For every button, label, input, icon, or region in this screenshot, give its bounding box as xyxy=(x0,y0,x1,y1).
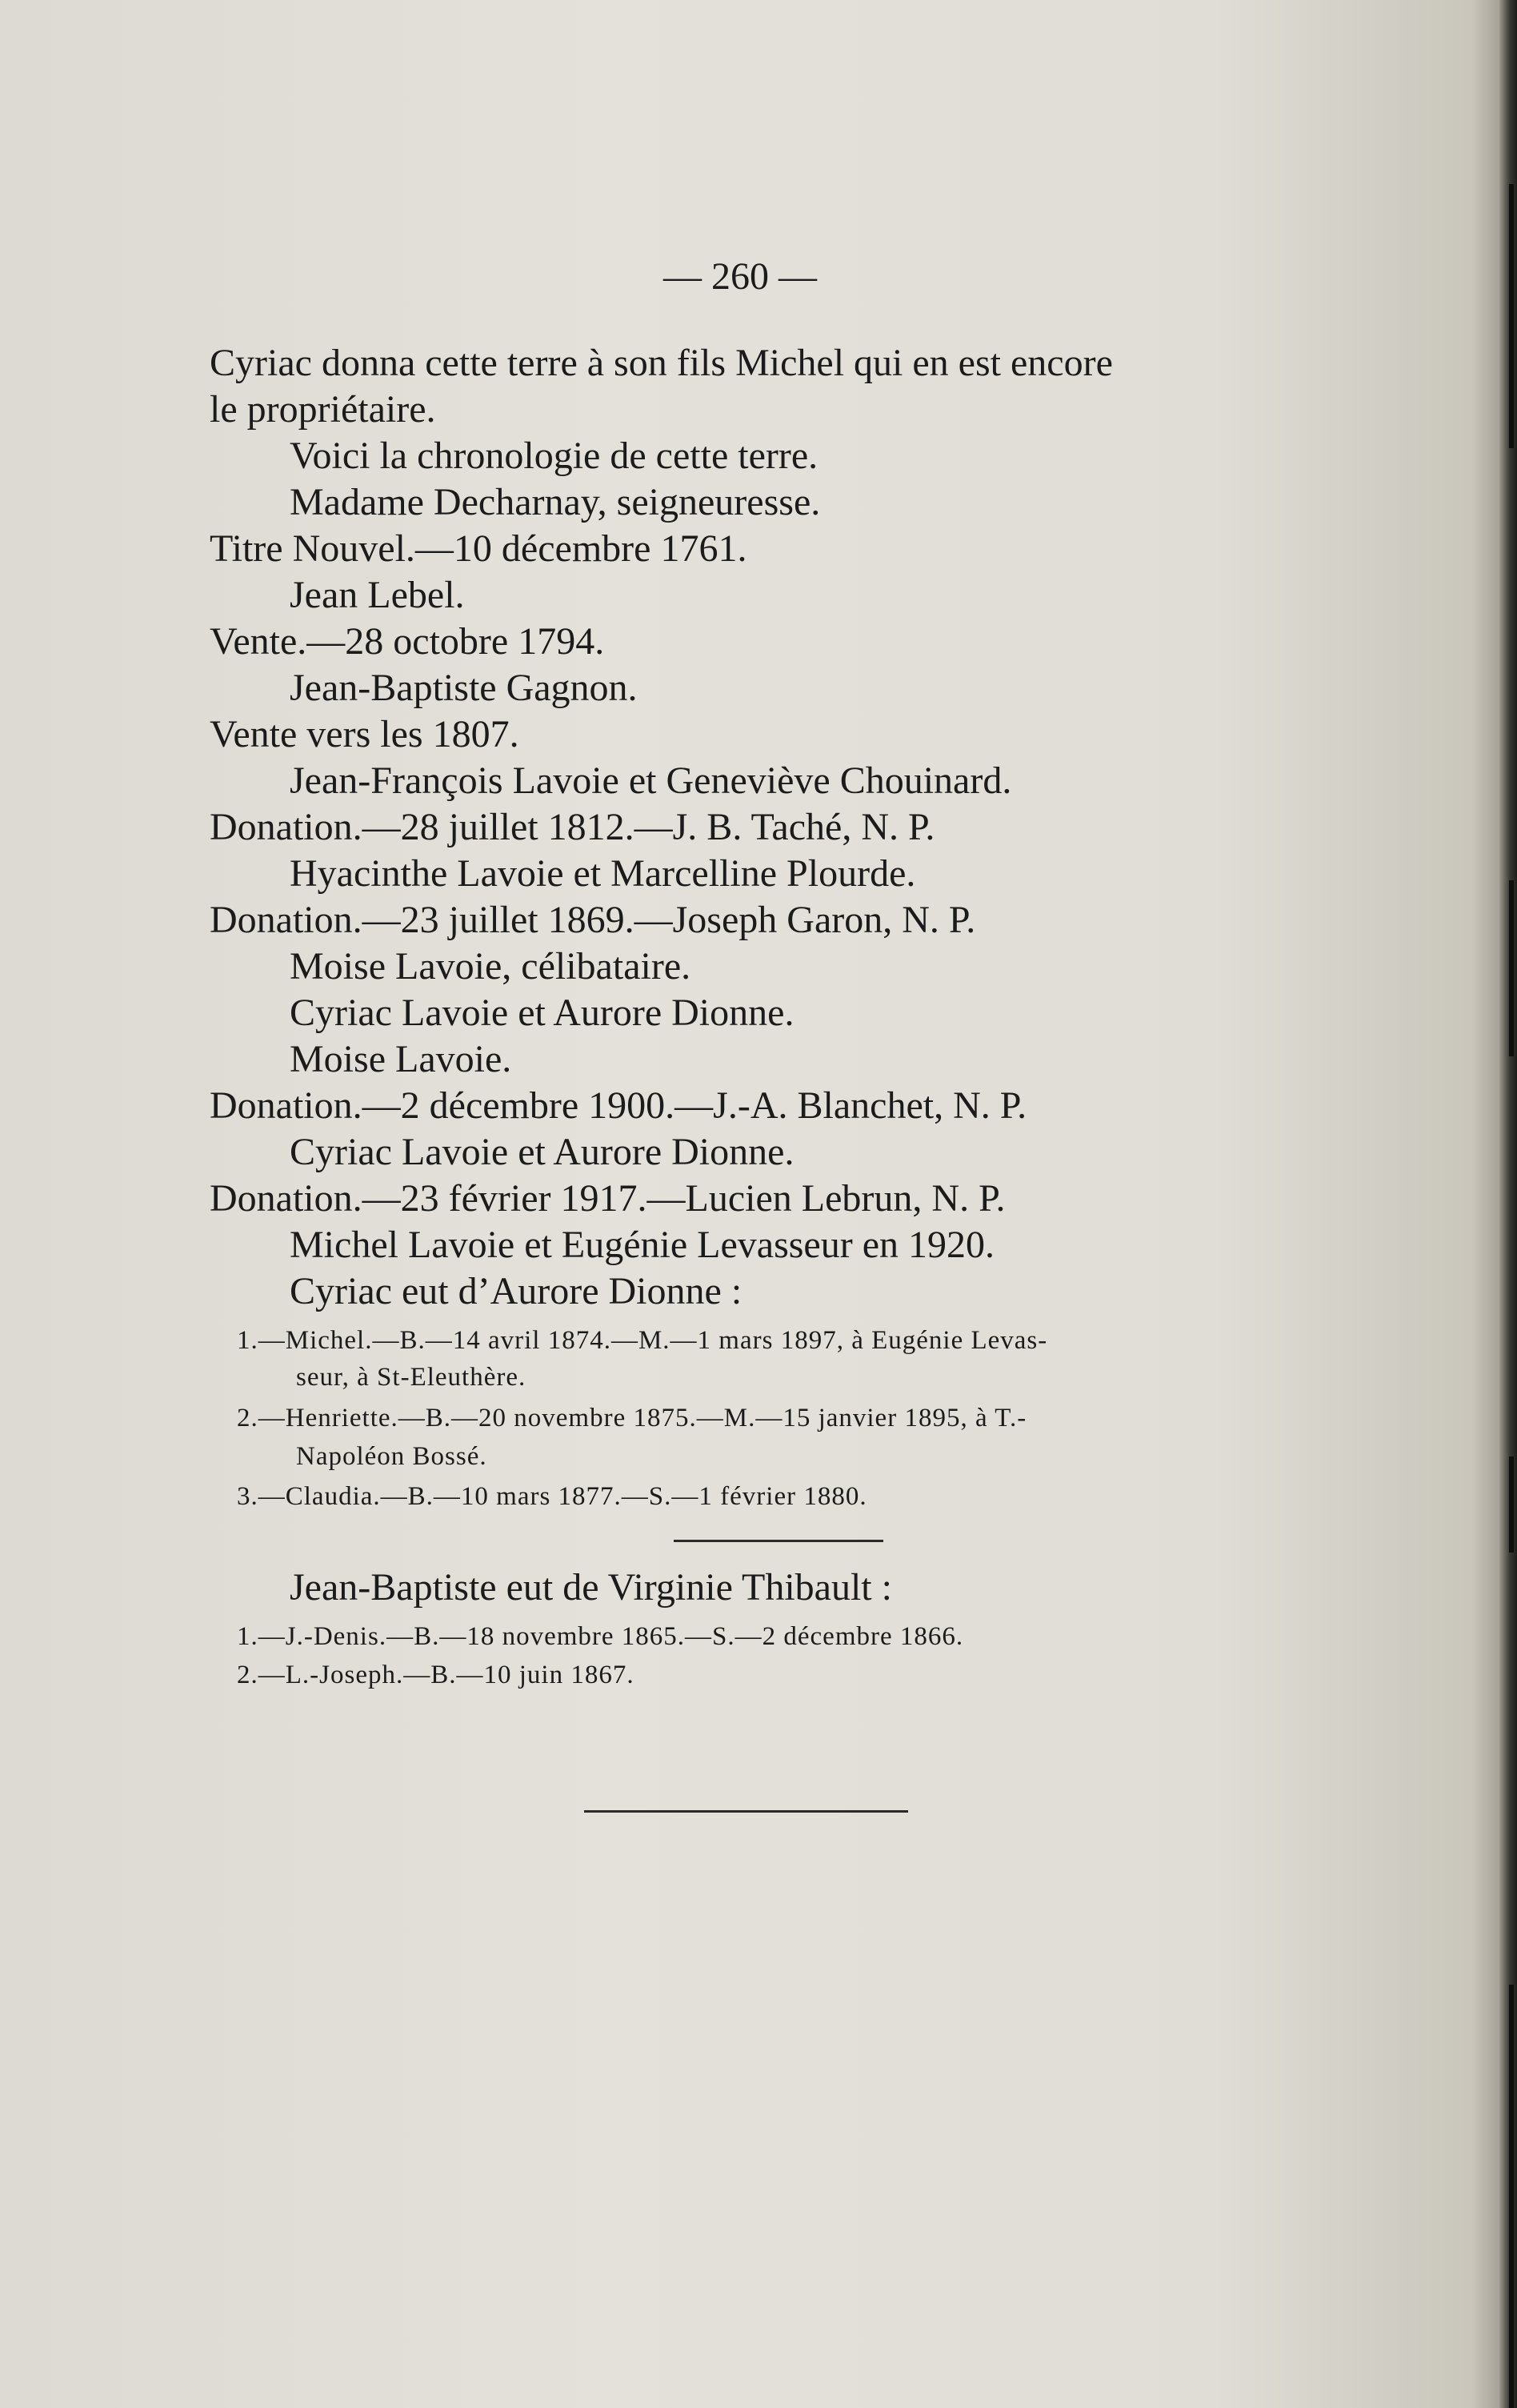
section-divider xyxy=(674,1540,883,1542)
section-heading: Jean-Baptiste eut de Virginie Thibault : xyxy=(290,1566,892,1609)
chronology-line: Vente.—28 octobre 1794. xyxy=(210,620,605,663)
page-number: — 260 — xyxy=(663,255,817,298)
page-edge-mark xyxy=(1509,184,1514,448)
child-entry: 2.—Henriette.—B.—20 novembre 1875.—M.—15 janvier 1895, à T.- xyxy=(237,1404,1027,1432)
chronology-line: Voici la chronologie de cette terre. xyxy=(290,435,819,477)
chronology-line: Donation.—23 février 1917.—Lucien Lebrun, N. P. xyxy=(210,1177,1006,1220)
chronology-line: Moise Lavoie, célibataire. xyxy=(290,945,691,988)
page-edge-mark xyxy=(1509,880,1514,1056)
chronology-line: Hyacinthe Lavoie et Marcelline Plourde. xyxy=(290,852,916,895)
chronology-line: Madame Decharnay, seigneuresse. xyxy=(290,481,821,523)
end-divider xyxy=(584,1810,908,1813)
page-edge-mark xyxy=(1509,1985,1514,2408)
child-entry: 3.—Claudia.—B.—10 mars 1877.—S.—1 février 1880. xyxy=(237,1482,867,1511)
chronology-line: Jean Lebel. xyxy=(290,574,465,616)
section-heading: Cyriac eut d’Aurore Dionne : xyxy=(290,1270,742,1312)
page-edge-shadow xyxy=(1499,0,1517,2408)
chronology-line: Titre Nouvel.—10 décembre 1761. xyxy=(210,527,747,570)
child-entry: 1.—J.-Denis.—B.—18 novembre 1865.—S.—2 décembre 1866. xyxy=(237,1622,964,1651)
page-edge-mark xyxy=(1509,1456,1514,1553)
chronology-line: Jean-Baptiste Gagnon. xyxy=(290,667,638,709)
child-entry: seur, à St-Eleuthère. xyxy=(296,1363,526,1392)
chronology-line: Cyriac Lavoie et Aurore Dionne. xyxy=(290,1131,795,1173)
chronology-line: Donation.—2 décembre 1900.—J.-A. Blanchet, N. P. xyxy=(210,1084,1027,1127)
intro-line-2: le propriétaire. xyxy=(210,388,436,431)
child-entry: 1.—Michel.—B.—14 avril 1874.—M.—1 mars 1897, à Eugénie Levas- xyxy=(237,1326,1048,1355)
child-entry: Napoléon Bossé. xyxy=(296,1442,487,1471)
child-entry: 2.—L.-Joseph.—B.—10 juin 1867. xyxy=(237,1661,634,1689)
chronology-line: Donation.—28 juillet 1812.—J. B. Taché, N. P. xyxy=(210,806,935,848)
chronology-line: Cyriac Lavoie et Aurore Dionne. xyxy=(290,992,795,1034)
chronology-line: Vente vers les 1807. xyxy=(210,713,519,755)
chronology-line: Jean-François Lavoie et Geneviève Chouinard. xyxy=(290,759,1012,802)
chronology-line: Donation.—23 juillet 1869.—Joseph Garon, N. P. xyxy=(210,899,976,941)
chronology-line: Moise Lavoie. xyxy=(290,1038,512,1080)
chronology-line: Michel Lavoie et Eugénie Levasseur en 1920. xyxy=(290,1224,995,1266)
intro-line-1: Cyriac donna cette terre à son fils Michel qui en est encore xyxy=(210,342,1113,384)
